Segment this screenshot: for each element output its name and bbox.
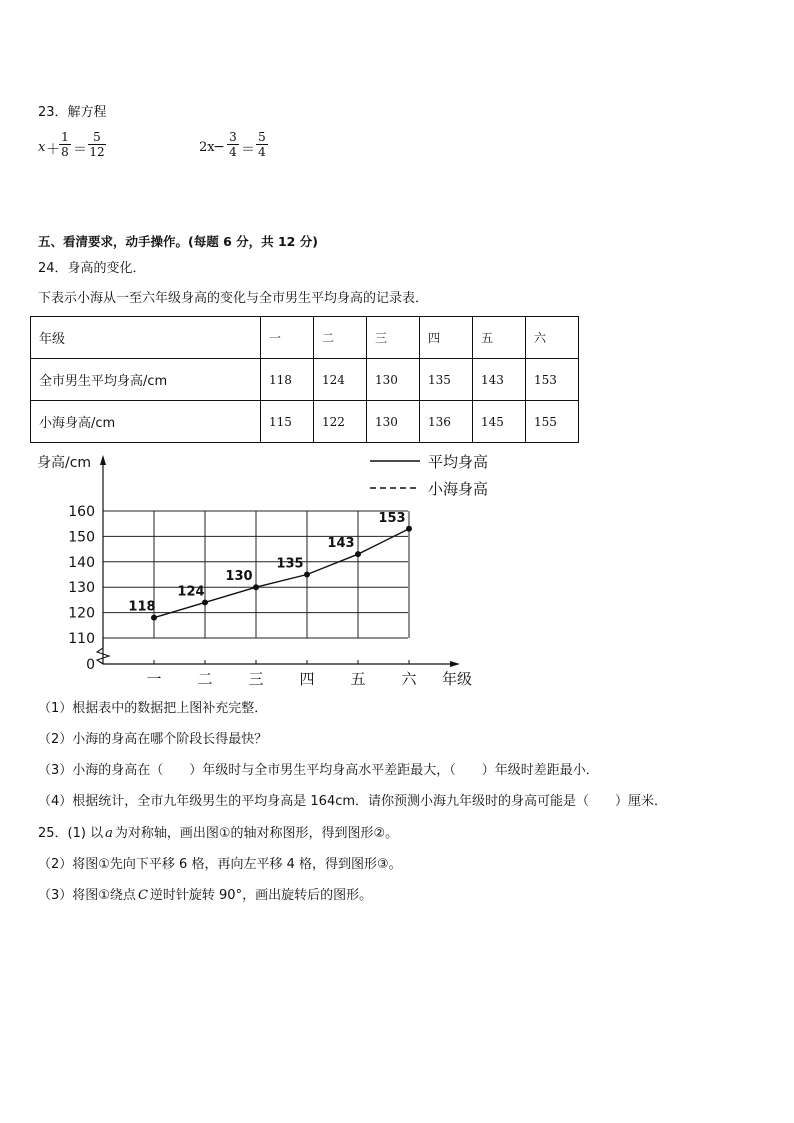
table-row-label: 全市男生平均身高/cm [31,359,261,401]
table-header-row [31,317,579,359]
q24-intro: 下表示小海从一至六年级身高的变化与全市男生平均身高的记录表． [38,291,429,306]
eq2-equals: ＝ [241,142,255,158]
height-record-table [30,316,579,443]
x-tick-label: 三 [248,670,264,688]
eq1-frac1-numerator: 1 [61,130,69,144]
table-cell: 143 [473,359,526,401]
table-cell: 115 [261,401,314,443]
table-cell: 118 [261,359,314,401]
eq1-variable: x [38,140,46,155]
q25-line-3-before: （3）将图①绕点 [38,888,136,903]
eq1-frac2-numerator: 5 [93,130,101,144]
x-tick-label: 五 [350,670,366,688]
table-cell: 155 [526,401,579,443]
eq1-fraction-2 [88,130,106,160]
table-cell: 122 [314,401,367,443]
eq1-frac1-denominator: 8 [61,145,69,159]
data-point [355,551,361,557]
y-tick-label: 0 [86,657,95,673]
q24-question-2: （2）小海的身高在哪个阶段长得最快？ [38,732,268,747]
eq1-plus: ＋ [46,142,60,158]
y-tick-label: 120 [68,605,95,622]
eq1-frac2-denominator: 12 [89,145,105,159]
table-header-cell: 五 [473,317,526,359]
legend-label: 小海身高 [428,480,489,498]
x-axis-title: 年级 [442,670,473,688]
eq2-frac2-denominator: 4 [258,145,266,159]
table-header-cell: 四 [420,317,473,359]
y-axis-title: 身高/cm [37,455,92,471]
y-tick-label: 150 [68,529,95,546]
height-line-chart [0,445,560,695]
q25-line-1-after: 为对称轴，画出图①的轴对称图形，得到图形②。 [114,826,399,841]
q25-line-2 [38,857,402,873]
table-cell: 130 [367,359,420,401]
table-cell: 145 [473,401,526,443]
x-tick-label: 六 [401,670,417,688]
axis-variable-a: a [105,826,113,841]
q24-title: 24．身高的变化． [38,261,146,276]
point-c-label: C [137,888,148,903]
table-header-cell: 六 [526,317,579,359]
data-point [304,572,310,578]
table-header-cell: 三 [367,317,420,359]
table-row [31,359,579,401]
table-row-label: 小海身高/cm [31,401,261,443]
data-label: 130 [225,569,253,585]
q23-title: 23．解方程 [38,105,107,120]
x-axis-arrow [450,661,460,667]
table-row [31,401,579,443]
y-tick-label: 160 [68,504,95,520]
legend-label: 平均身高 [428,453,489,471]
data-point [406,526,412,532]
table-cell: 135 [420,359,473,401]
x-tick-label: 二 [197,670,213,688]
data-label: 124 [177,584,205,600]
data-label: 118 [128,599,156,615]
y-axis-arrow [100,455,106,465]
eq2-minus: − [213,139,225,155]
y-tick-label: 130 [68,580,95,597]
y-tick-label: 110 [68,631,95,647]
data-point [151,615,157,621]
table-cell: 153 [526,359,579,401]
eq1-fraction-1 [59,130,71,160]
x-tick-label: 四 [299,670,315,688]
eq2-coefficient: 2x [199,140,215,155]
eq1-equals: ＝ [73,142,87,158]
table-header-cell: 二 [314,317,367,359]
q25-line-1-before: 25．(1) 以 [38,826,104,841]
y-tick-label: 140 [68,554,95,571]
q25-line-1 [38,826,398,842]
eq2-fraction-1 [227,130,239,160]
table-cell: 136 [420,401,473,443]
table-header-cell: 一 [261,317,314,359]
x-tick-label: 一 [146,670,162,688]
table-header-cell: 年级 [31,317,261,359]
q25-line-3-after: 逆时针旋转 90°，画出旋转后的图形。 [149,888,373,903]
eq2-frac1-numerator: 3 [229,130,237,144]
data-point [202,599,208,605]
eq2-frac1-denominator: 4 [229,145,237,159]
q25-line-3 [38,888,372,904]
series-line [154,529,409,618]
q24-question-4: （4）根据统计，全市九年级男生的平均身高是 164cm．请你预测小海九年级时的身高可能是（ ）厘米． [38,794,668,809]
q24-question-3: （3）小海的身高在（ ）年级时与全市男生平均身高水平差距最大，（ ）年级时差距最小． [38,763,599,778]
table-cell: 124 [314,359,367,401]
data-label: 135 [276,556,304,572]
data-label: 143 [327,536,355,552]
q25-line-2-text: （2）将图①先向下平移 6 格，再向左平移 4 格，得到图形③。 [38,857,402,872]
q24-question-1: （1）根据表中的数据把上图补充完整． [38,701,268,716]
section-5-heading: 五、看清要求，动手操作。(每题 6 分，共 12 分) [38,234,318,249]
eq2-frac2-numerator: 5 [258,130,266,144]
table-cell: 130 [367,401,420,443]
eq2-fraction-2 [256,130,268,160]
data-point [253,584,259,590]
data-label: 153 [378,510,406,526]
